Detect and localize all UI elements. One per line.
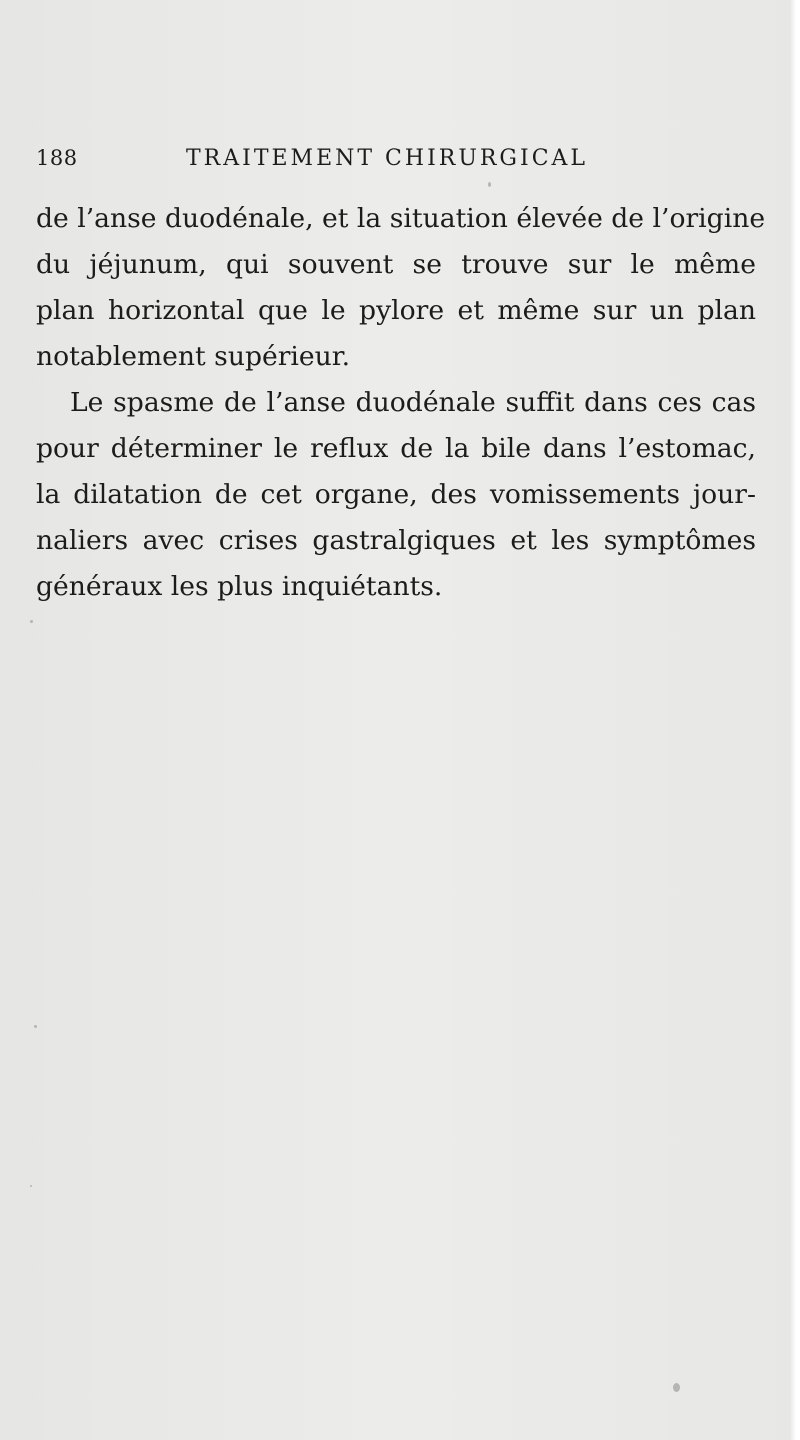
text-line: de l’anse duodénale, et la situation élevée de l’origine	[36, 203, 766, 234]
paragraph-1	[36, 196, 766, 380]
running-head	[36, 146, 716, 182]
text-line: Le spasme de l’anse duodénale suffit dans ces cas	[70, 387, 756, 418]
paper-speck	[30, 1185, 32, 1187]
paper-speck	[34, 1025, 37, 1028]
body-text	[36, 196, 766, 610]
paper-speck	[673, 1383, 680, 1392]
paper-speck	[30, 620, 33, 623]
page-edge	[790, 0, 800, 1440]
text-line: notablement supérieur.	[36, 341, 351, 372]
text-line: du jéjunum, qui souvent se trouve sur le même	[36, 249, 756, 280]
text-line: pour déterminer le reflux de la bile dans l’estomac,	[36, 433, 756, 464]
page-number: 188	[36, 146, 78, 170]
text-line: naliers avec crises gastralgiques et les symptômes	[36, 525, 756, 556]
text-line: généraux les plus inquiétants.	[36, 571, 443, 602]
text-line: plan horizontal que le pylore et même sur un plan	[36, 295, 756, 326]
paragraph-2	[36, 380, 756, 610]
paper-speck	[488, 182, 491, 187]
text-line: la dilatation de cet organe, des vomissements jour-	[36, 479, 756, 510]
running-title: TRAITEMENT CHIRURGICAL	[186, 146, 589, 171]
